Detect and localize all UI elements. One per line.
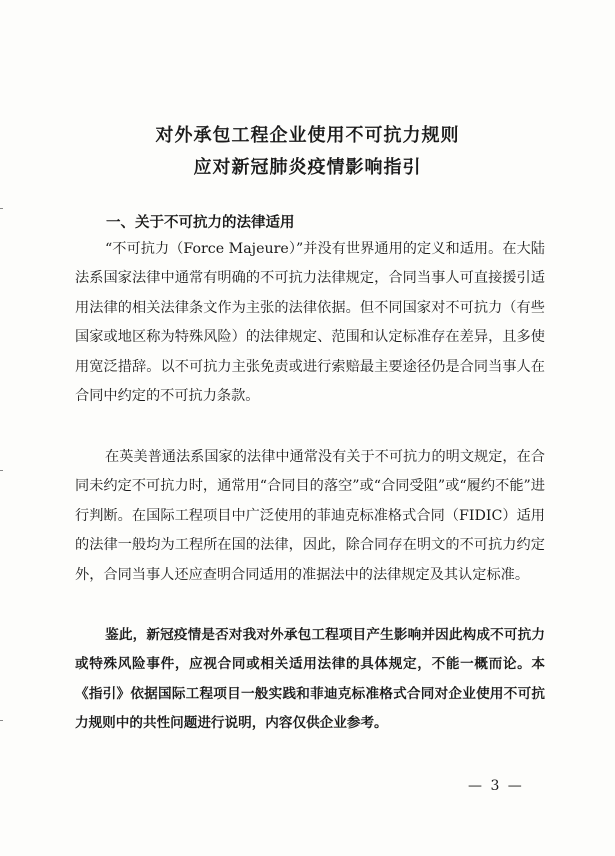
paragraph-common-law — [75, 443, 545, 590]
paragraph-text: 鉴此，新冠疫情是否对我对外承包工程项目产生影响并因此构成不可抗力或特殊风险事件，应视合同或相关适用法律的具体规定，不能一概而论。本《指引》依据国际工程项目一般实践和菲迪克标准格式合同对企业使用不可抗力规则中的共性问题进行说明，内容仅供企业参考。 — [75, 627, 545, 732]
title-line-2: 应对新冠肺炎疫情影响指引 — [193, 157, 422, 178]
page-number: — 3 — — [468, 778, 524, 794]
title-line-1: 对外承包工程企业使用不可抗力规则 — [155, 125, 460, 146]
page-edge-mark — [0, 470, 3, 471]
document-title — [0, 120, 615, 184]
section-heading: 一、关于不可抗力的法律适用 — [106, 215, 295, 231]
paragraph-force-majeure-definition — [75, 235, 545, 411]
paragraph-conclusion — [75, 621, 545, 739]
page-edge-mark — [0, 720, 3, 721]
paragraph-text: “不可抗力（Force Majeure）”并没有世界通用的定义和适用。在大陆法系国家法律中通常有明确的不可抗力法律规定，合同当事人可直接援引适用法律的相关法律条文作为主张的法律依据。但不同国家对不可抗力（有些国家或地区称为特殊风险）的法律规定、范围和认定标准存在差异，且多使用宽泛措辞。以不可抗力主张免责或进行索赔最主要途径仍是合同当事人在合同中约定的不可抗力条款。 — [75, 241, 545, 405]
page-edge-mark — [0, 208, 3, 209]
paragraph-text: 在英美普通法系国家的法律中通常没有关于不可抗力的明文规定，在合同未约定不可抗力时，通常用“合同目的落空”或“合同受阻”或“履约不能”进行判断。在国际工程项目中广泛使用的菲迪克标准格式合同（FIDIC）适用的法律一般均为工程所在国的法律，因此，除合同存在明文的不可抗力约定外，合同当事人还应查明合同适用的准据法中的法律规定及其认定标准。 — [75, 449, 545, 583]
